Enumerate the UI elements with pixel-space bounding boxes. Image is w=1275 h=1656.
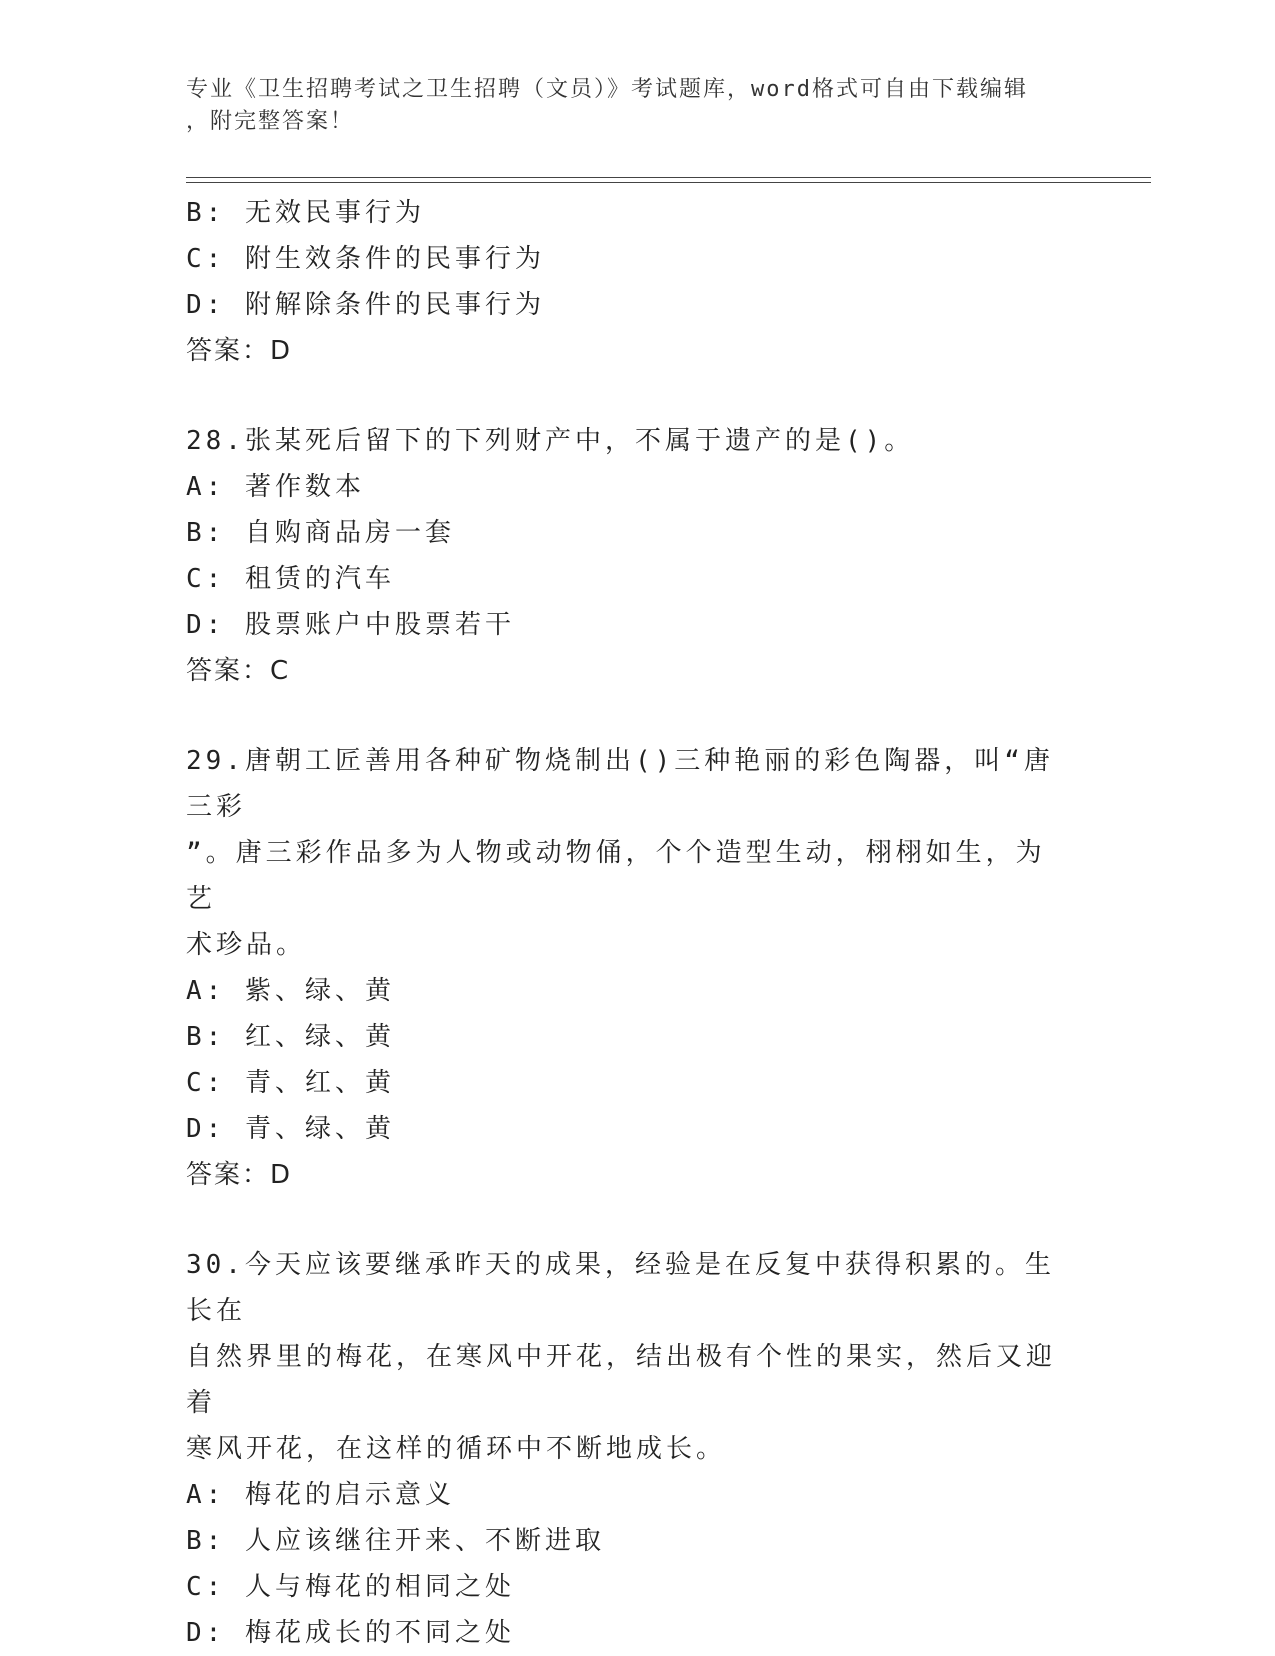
question-30 xyxy=(186,1242,1086,1656)
option-c: C: 附生效条件的民事行为 xyxy=(186,244,545,274)
document-header xyxy=(186,74,1066,138)
option-d: D: 股票账户中股票若干 xyxy=(186,610,515,640)
stem-line: 28.张某死后留下的下列财产中，不属于遗产的是()。 xyxy=(186,426,915,456)
question-stem xyxy=(186,1242,1066,1472)
option-c: C: 人与梅花的相同之处 xyxy=(186,1572,515,1602)
header-divider-bottom xyxy=(186,182,1151,183)
option-c: C: 青、红、黄 xyxy=(186,1068,395,1098)
option-d: D: 梅花成长的不同之处 xyxy=(186,1618,515,1648)
option-b: B: 红、绿、黄 xyxy=(186,1022,395,1052)
answer-line: 答案：D xyxy=(186,1160,293,1190)
stem-line: ”。唐三彩作品多为人物或动物俑，个个造型生动，栩栩如生，为艺 xyxy=(186,838,1046,914)
option-b: B: 无效民事行为 xyxy=(186,198,425,228)
answer-line: 答案：C xyxy=(186,656,291,686)
option-a: A: 著作数本 xyxy=(186,472,365,502)
option-a: A: 紫、绿、黄 xyxy=(186,976,395,1006)
stem-line: 寒风开花，在这样的循环中不断地成长。 xyxy=(186,1434,727,1464)
question-27-continuation xyxy=(186,190,1086,374)
document-body xyxy=(186,190,1086,1656)
option-a: A: 梅花的启示意义 xyxy=(186,1480,455,1510)
question-stem xyxy=(186,738,1066,968)
question-stem xyxy=(186,418,1066,464)
question-29 xyxy=(186,738,1086,1198)
stem-line: 30.今天应该要继承昨天的成果，经验是在反复中获得积累的。生长在 xyxy=(186,1250,1055,1326)
question-28 xyxy=(186,418,1086,694)
stem-line: 术珍品。 xyxy=(186,930,307,960)
option-d: D: 青、绿、黄 xyxy=(186,1114,395,1144)
answer-line: 答案：D xyxy=(186,336,293,366)
option-b: B: 自购商品房一套 xyxy=(186,518,455,548)
stem-line: 29.唐朝工匠善用各种矿物烧制出()三种艳丽的彩色陶器，叫“唐三彩 xyxy=(186,746,1054,822)
header-title-line-1: 专业《卫生招聘考试之卫生招聘（文员）》考试题库，word格式可自由下载编辑 xyxy=(186,77,1028,102)
header-divider-top xyxy=(186,177,1151,178)
option-d: D: 附解除条件的民事行为 xyxy=(186,290,545,320)
stem-line: 自然界里的梅花，在寒风中开花，结出极有个性的果实，然后又迎着 xyxy=(186,1342,1057,1418)
option-b: B: 人应该继往开来、不断进取 xyxy=(186,1526,605,1556)
option-c: C: 租赁的汽车 xyxy=(186,564,395,594)
header-title-line-2: ，附完整答案！ xyxy=(186,109,355,134)
